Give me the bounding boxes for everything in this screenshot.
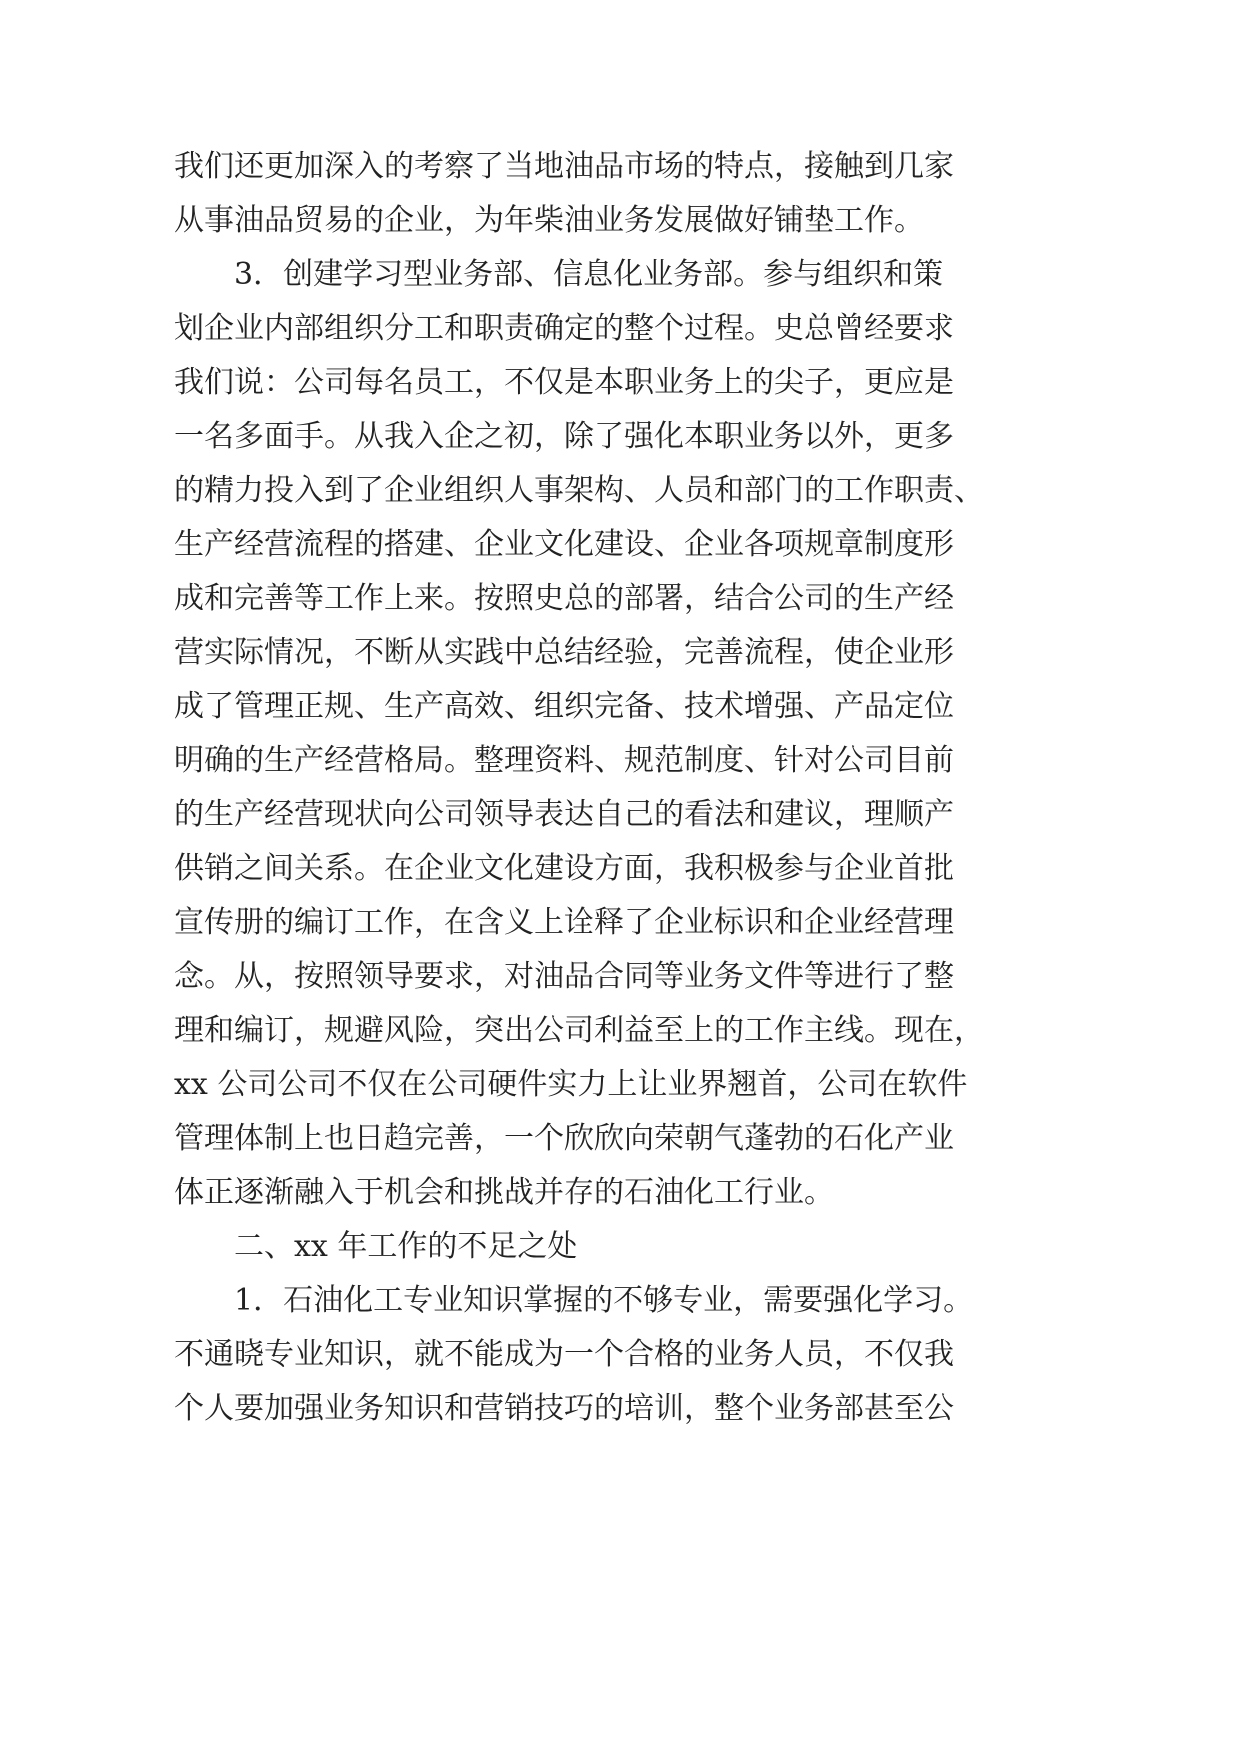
text-line-9: 成和完善等工作上来。按照史总的部署，结合公司的生产经 bbox=[174, 581, 954, 616]
text-line-24: 个人要加强业务知识和营销技巧的培训，整个业务部甚至公 bbox=[174, 1391, 954, 1426]
text-line-3: 3．创建学习型业务部、信息化业务部。参与组织和策 bbox=[234, 257, 944, 292]
text-line-2: 从事油品贸易的企业，为年柴油业务发展做好铺垫工作。 bbox=[174, 203, 924, 238]
text-line-6: 一名多面手。从我入企之初，除了强化本职业务以外，更多 bbox=[174, 419, 954, 454]
text-line-7: 的精力投入到了企业组织人事架构、人员和部门的工作职责、 bbox=[174, 473, 984, 508]
text-line-17: 理和编订，规避风险，突出公司利益至上的工作主线。现在， bbox=[174, 1013, 984, 1048]
text-line-8: 生产经营流程的搭建、企业文化建设、企业各项规章制度形 bbox=[174, 527, 954, 562]
text-line-15: 宣传册的编订工作，在含义上诠释了企业标识和企业经营理 bbox=[174, 905, 954, 940]
text-line-16: 念。从，按照领导要求，对油品合同等业务文件等进行了整 bbox=[174, 959, 954, 994]
text-line-20: 体正逐渐融入于机会和挑战并存的石油化工行业。 bbox=[174, 1175, 834, 1210]
text-line-11: 成了管理正规、生产高效、组织完备、技术增强、产品定位 bbox=[174, 689, 954, 724]
text-line-19: 管理体制上也日趋完善，一个欣欣向荣朝气蓬勃的石化产业 bbox=[174, 1121, 954, 1156]
text-line-12: 明确的生产经营格局。整理资料、规范制度、针对公司目前 bbox=[174, 743, 954, 778]
text-line-10: 营实际情况，不断从实践中总结经验，完善流程，使企业形 bbox=[174, 635, 954, 670]
text-line-4: 划企业内部组织分工和职责确定的整个过程。史总曾经要求 bbox=[174, 311, 954, 346]
text-line-5: 我们说：公司每名员工，不仅是本职业务上的尖子，更应是 bbox=[174, 365, 954, 400]
text-line-18: xx 公司公司不仅在公司硬件实力上让业界翘首，公司在软件 bbox=[174, 1067, 968, 1102]
text-line-13: 的生产经营现状向公司领导表达自己的看法和建议，理顺产 bbox=[174, 797, 954, 832]
text-line-1: 我们还更加深入的考察了当地油品市场的特点，接触到几家 bbox=[174, 149, 954, 184]
text-line-14: 供销之间关系。在企业文化建设方面，我积极参与企业首批 bbox=[174, 851, 954, 886]
text-line-23: 不通晓专业知识，就不能成为一个合格的业务人员，不仅我 bbox=[174, 1337, 954, 1372]
section-heading: 二、xx 年工作的不足之处 bbox=[234, 1229, 578, 1264]
text-line-22: 1．石油化工专业知识掌握的不够专业，需要强化学习。 bbox=[234, 1283, 974, 1318]
